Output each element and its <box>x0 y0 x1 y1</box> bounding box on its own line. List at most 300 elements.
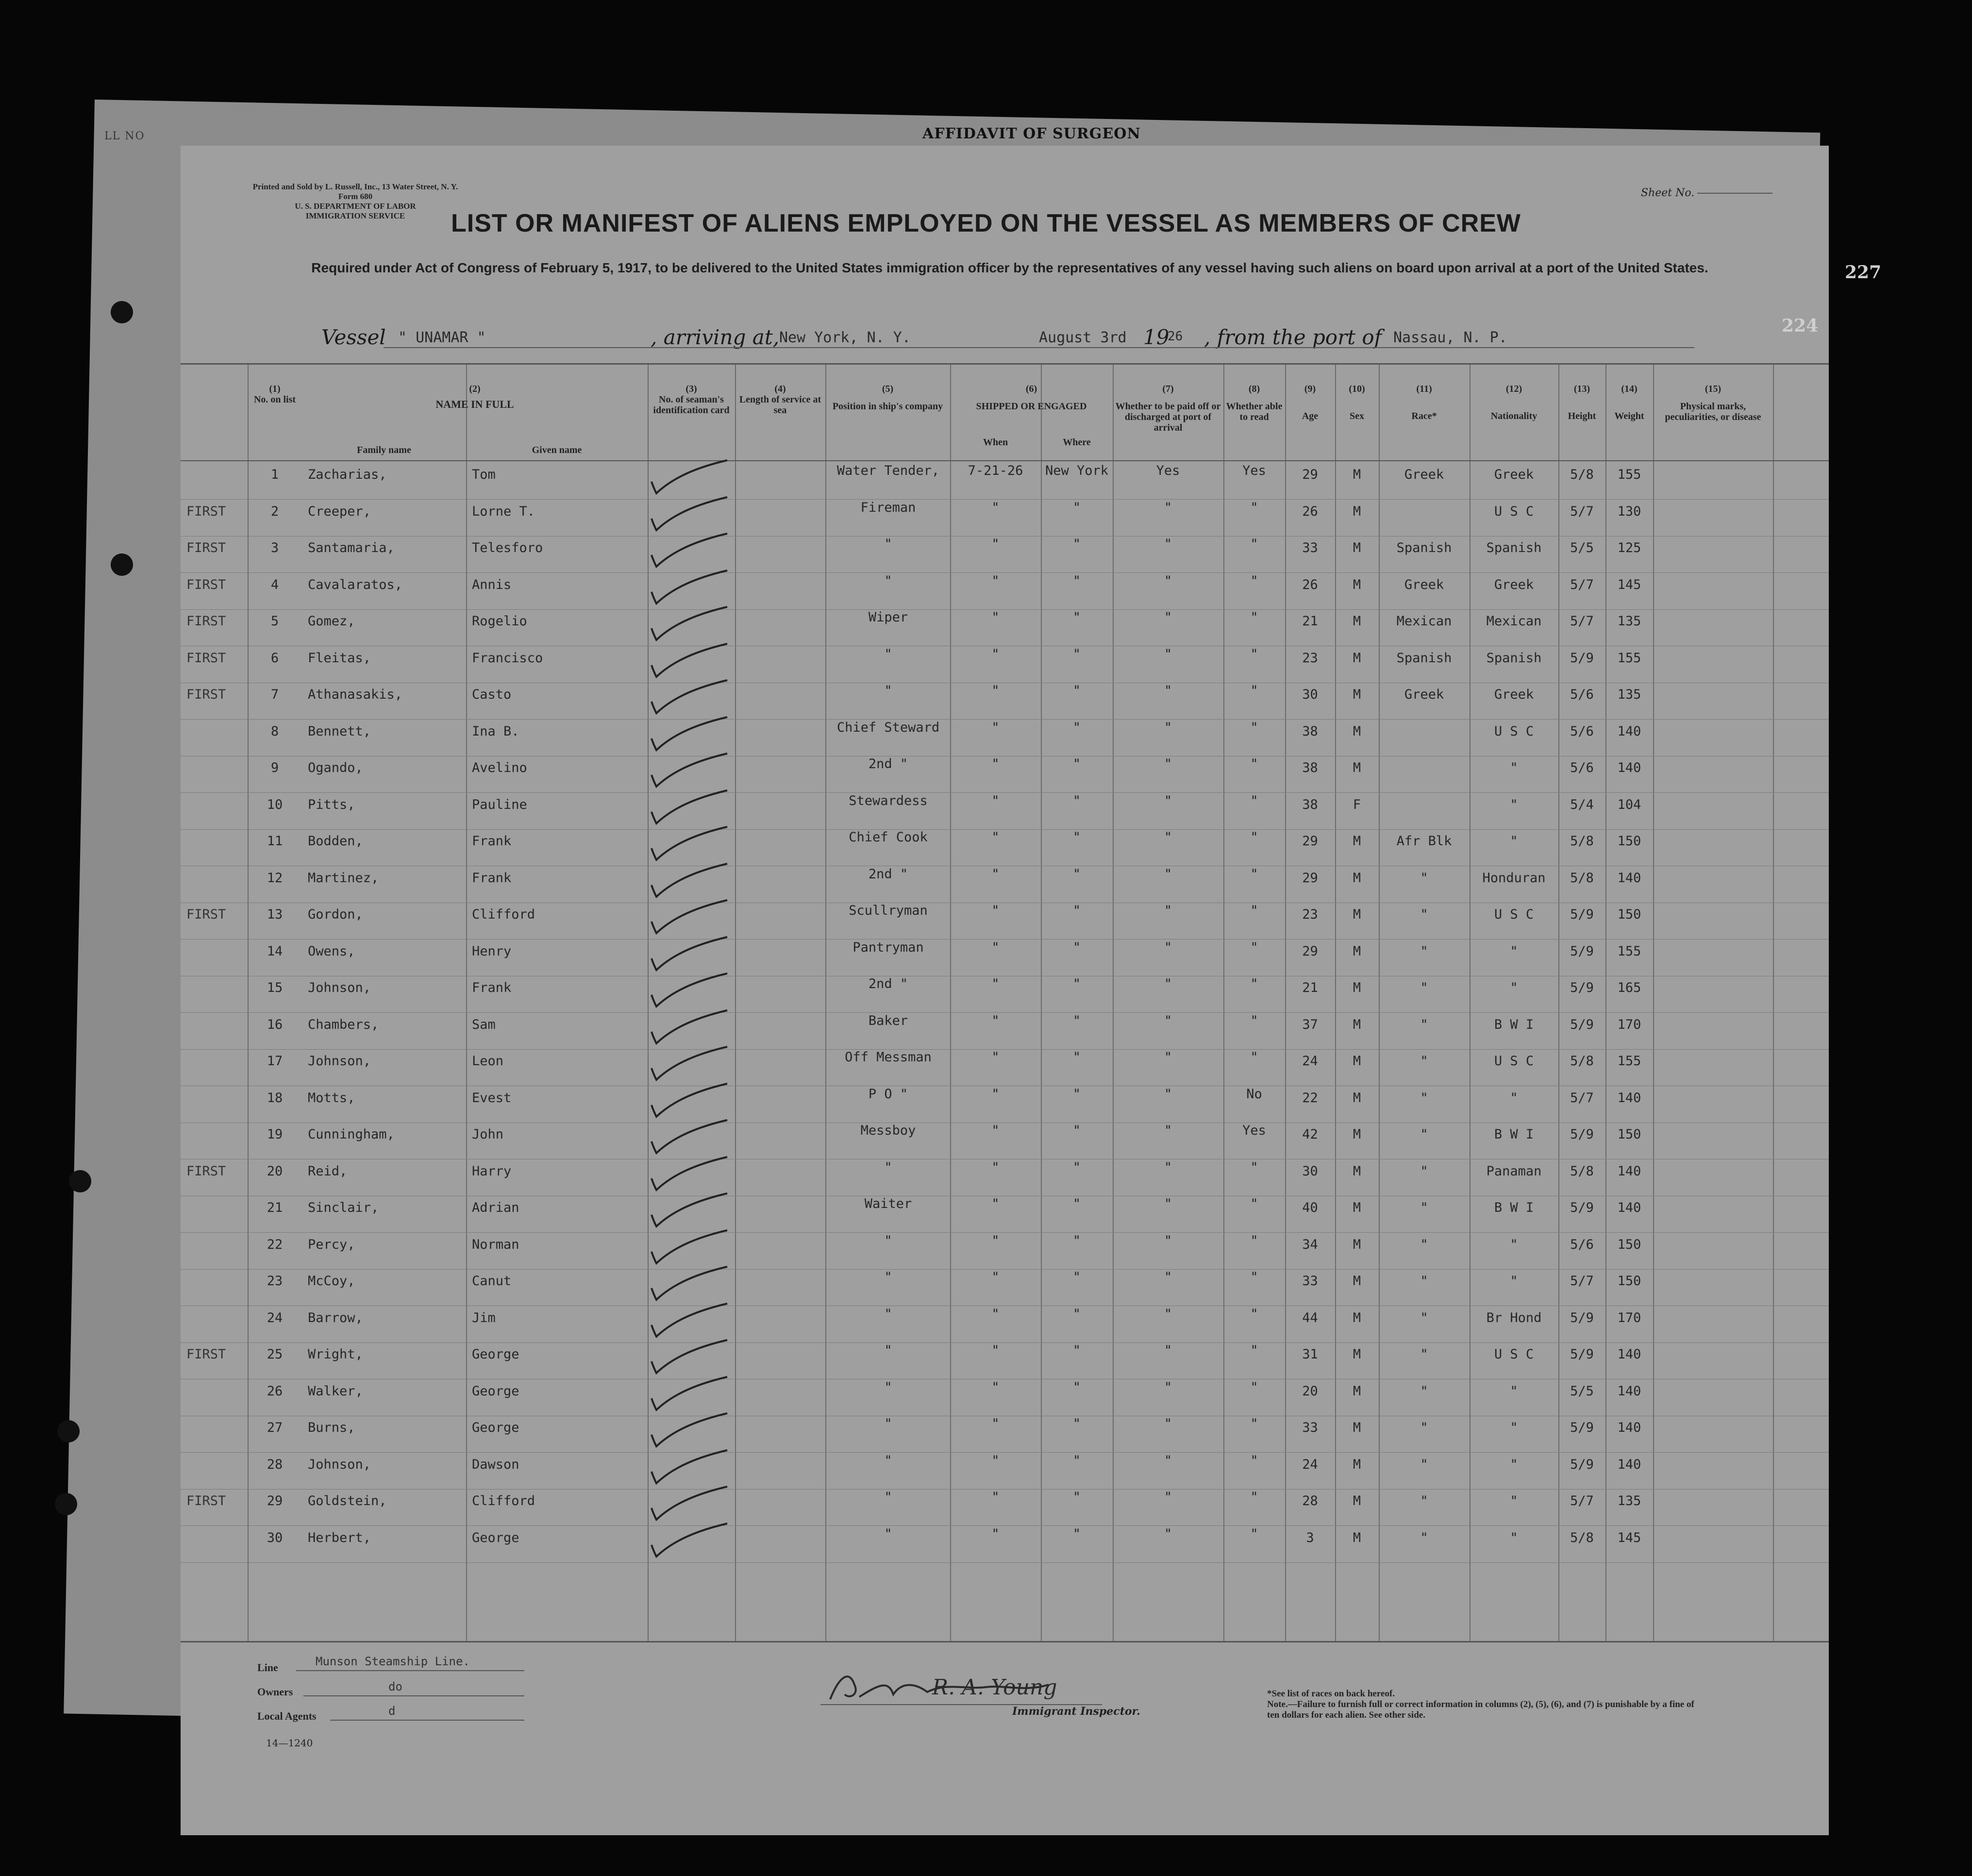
cell-nat: Spanish <box>1486 650 1542 666</box>
header-paid-off: (7) Whether to be paid off or discharged at port of arrival <box>1115 384 1221 433</box>
affidavit-heading: AFFIDAVIT OF SURGEON <box>922 125 1141 142</box>
cell-age: 30 <box>1302 1163 1318 1179</box>
cell-sex: M <box>1353 1127 1361 1142</box>
cell-height: 5/7 <box>1570 503 1594 519</box>
cell-read: " <box>1250 573 1258 588</box>
cell-sex: M <box>1353 834 1361 849</box>
sheet-number: Sheet No. <box>1641 187 1772 199</box>
first-trip-note: FIRST <box>186 614 226 629</box>
checkmark-icon <box>635 1264 752 1303</box>
cell-where: " <box>1072 1270 1081 1285</box>
cell-position: Messboy <box>860 1123 916 1138</box>
cell-when: " <box>991 866 1000 882</box>
cell-read: " <box>1250 1416 1258 1431</box>
column-divider <box>1041 363 1042 1641</box>
cell-given: Ina B. <box>472 723 519 739</box>
table-top-rule <box>181 363 1829 365</box>
cell-nat: " <box>1510 1273 1518 1289</box>
cell-nat: " <box>1510 1457 1518 1472</box>
cell-given: Telesforo <box>472 540 543 555</box>
cell-where: " <box>1072 1379 1081 1395</box>
header-race: (11) Race* <box>1411 384 1437 421</box>
cell-family: Goldstein, <box>308 1493 387 1508</box>
cell-where: " <box>1072 1159 1081 1175</box>
cell-paid: " <box>1164 1050 1172 1065</box>
arriving-port: New York, N. Y. <box>779 329 911 346</box>
checkmark-icon <box>635 1301 752 1340</box>
cell-when: " <box>991 1159 1000 1175</box>
cell-age: 3 <box>1306 1530 1314 1545</box>
cell-paid: " <box>1164 1379 1172 1395</box>
header-when: When <box>983 437 1008 448</box>
cell-weight: 135 <box>1617 687 1641 702</box>
cell-where: " <box>1072 1123 1081 1138</box>
cell-paid: " <box>1164 1306 1172 1322</box>
cell-height: 5/6 <box>1570 723 1594 739</box>
cell-no: 23 <box>267 1273 283 1289</box>
column-divider <box>466 363 467 1641</box>
cell-age: 29 <box>1302 943 1318 959</box>
cell-read: " <box>1250 720 1258 735</box>
cell-no: 4 <box>270 577 279 592</box>
first-trip-note: FIRST <box>186 1493 226 1508</box>
cell-given: George <box>472 1347 519 1362</box>
cell-race: " <box>1420 1090 1428 1106</box>
cell-read: " <box>1250 903 1258 918</box>
cell-race: " <box>1420 1530 1428 1545</box>
cell-position: P O " <box>868 1086 908 1102</box>
cell-no: 12 <box>267 870 283 886</box>
cell-when: " <box>991 1013 1000 1028</box>
header-weight: (14) Weight <box>1614 384 1644 421</box>
cell-sex: M <box>1353 1420 1361 1435</box>
checkmark-icon <box>635 1007 752 1046</box>
cell-when: " <box>991 500 1000 515</box>
cell-position: Waiter <box>864 1196 912 1211</box>
cell-paid: " <box>1164 976 1172 991</box>
cell-when: " <box>991 573 1000 588</box>
cell-when: " <box>991 939 1000 955</box>
inspector-label: Immigrant Inspector. <box>1012 1705 1140 1718</box>
cell-race: " <box>1420 1163 1428 1179</box>
cell-family: Sinclair, <box>308 1200 379 1215</box>
cell-sex: M <box>1353 1200 1361 1215</box>
cell-weight: 150 <box>1617 1237 1641 1252</box>
cell-race: " <box>1420 1310 1428 1325</box>
cell-given: Henry <box>472 943 512 959</box>
cell-height: 5/8 <box>1570 1530 1594 1545</box>
column-divider <box>1653 363 1654 1641</box>
cell-no: 6 <box>270 650 279 666</box>
cell-position: " <box>884 1416 892 1431</box>
cell-nat: " <box>1510 1237 1518 1252</box>
cell-age: 33 <box>1302 1420 1318 1435</box>
cell-position: " <box>884 1306 892 1322</box>
cell-age: 38 <box>1302 797 1318 812</box>
cell-paid: " <box>1164 1490 1172 1505</box>
cell-no: 7 <box>270 687 279 702</box>
cell-no: 27 <box>267 1420 283 1435</box>
cell-height: 5/9 <box>1570 1310 1594 1325</box>
cell-given: Clifford <box>472 1493 535 1508</box>
cell-where: " <box>1072 646 1081 662</box>
cell-weight: 150 <box>1617 834 1641 849</box>
cell-family: Owens, <box>308 943 355 959</box>
cell-weight: 140 <box>1617 1347 1641 1362</box>
cell-no: 17 <box>267 1054 283 1069</box>
cell-read: " <box>1250 1050 1258 1065</box>
from-port: Nassau, N. P. <box>1393 329 1507 346</box>
cell-sex: M <box>1353 503 1361 519</box>
cell-given: George <box>472 1530 519 1545</box>
cell-paid: Yes <box>1156 463 1180 478</box>
cell-when: " <box>991 1416 1000 1431</box>
header-age: (9) Age <box>1302 384 1319 421</box>
cell-where: " <box>1072 793 1081 808</box>
cell-height: 5/7 <box>1570 577 1594 592</box>
cell-read: " <box>1250 830 1258 845</box>
cell-nat: " <box>1510 1383 1518 1399</box>
cell-where: " <box>1072 536 1081 552</box>
header-position: (5) Position in ship's company <box>832 384 943 412</box>
cell-read: Yes <box>1242 1123 1266 1138</box>
arrival-date: August 3rd <box>1039 329 1127 346</box>
cell-race: " <box>1420 1200 1428 1215</box>
cell-when: " <box>991 720 1000 735</box>
cell-nat: " <box>1510 760 1518 775</box>
checkmark-icon <box>635 824 752 863</box>
cell-when: " <box>991 646 1000 662</box>
cell-height: 5/7 <box>1570 1493 1594 1508</box>
checkmark-icon <box>635 494 752 533</box>
cell-paid: " <box>1164 756 1172 771</box>
signature-text: R. A. Young <box>932 1675 1057 1700</box>
header-height: (13) Height <box>1568 384 1596 421</box>
cell-read: " <box>1250 500 1258 515</box>
cell-family: Fleitas, <box>308 650 371 666</box>
cell-when: " <box>991 1526 1000 1541</box>
cell-weight: 140 <box>1617 723 1641 739</box>
cell-sex: M <box>1353 1163 1361 1179</box>
cell-when: " <box>991 1270 1000 1285</box>
checkmark-icon <box>635 641 752 680</box>
cell-given: Avelino <box>472 760 527 775</box>
cell-paid: " <box>1164 903 1172 918</box>
cell-age: 31 <box>1302 1347 1318 1362</box>
cell-nat: Br Hond <box>1486 1310 1542 1325</box>
cell-given: Harry <box>472 1163 512 1179</box>
cell-when: " <box>991 1086 1000 1102</box>
cell-position: " <box>884 1159 892 1175</box>
cell-sex: M <box>1353 614 1361 629</box>
cell-read: " <box>1250 1013 1258 1028</box>
cell-height: 5/8 <box>1570 467 1594 482</box>
cell-family: Walker, <box>308 1383 363 1399</box>
header-service-length: (4) Length of service at sea <box>739 384 821 416</box>
cell-paid: " <box>1164 573 1172 588</box>
cell-when: " <box>991 756 1000 771</box>
cell-nat: B W I <box>1494 1200 1534 1215</box>
cell-no: 28 <box>267 1457 283 1472</box>
cell-position: 2nd " <box>868 756 908 771</box>
cell-height: 5/6 <box>1570 1237 1594 1252</box>
cell-no: 29 <box>267 1493 283 1508</box>
cell-read: " <box>1250 683 1258 698</box>
cell-family: Santamaria, <box>308 540 395 555</box>
cell-position: 2nd " <box>868 866 908 882</box>
cell-when: " <box>991 1490 1000 1505</box>
cell-weight: 140 <box>1617 1163 1641 1179</box>
cell-weight: 170 <box>1617 1017 1641 1032</box>
cell-where: " <box>1072 1453 1081 1468</box>
checkmark-icon <box>635 531 752 570</box>
checkmark-icon <box>635 861 752 900</box>
cell-read: " <box>1250 1453 1258 1468</box>
cell-given: Rogelio <box>472 614 527 629</box>
cell-height: 5/9 <box>1570 1127 1594 1142</box>
cell-race: Greek <box>1404 687 1444 702</box>
header-bottom-rule <box>181 460 1829 461</box>
cell-when: " <box>991 1123 1000 1138</box>
vessel-underline <box>384 347 1694 348</box>
cell-when: " <box>991 903 1000 918</box>
cell-position: Baker <box>868 1013 908 1028</box>
cell-given: Leon <box>472 1054 504 1069</box>
cell-read: " <box>1250 756 1258 771</box>
cell-weight: 155 <box>1617 467 1641 482</box>
cell-height: 5/9 <box>1570 1457 1594 1472</box>
cell-read: " <box>1250 610 1258 625</box>
header-physical-marks: (15) Physical marks, peculiarities, or disease <box>1665 384 1761 422</box>
cell-race: " <box>1420 1493 1428 1508</box>
cell-no: 13 <box>267 907 283 922</box>
cell-no: 16 <box>267 1017 283 1032</box>
page-title: LIST OR MANIFEST OF ALIENS EMPLOYED ON THE VESSEL AS MEMBERS OF CREW <box>451 209 1521 237</box>
inspector-signature <box>820 1665 1112 1709</box>
cell-sex: M <box>1353 943 1361 959</box>
checkmark-icon <box>635 787 752 826</box>
header-read: (8) Whether able to read <box>1226 384 1283 422</box>
cell-age: 28 <box>1302 1493 1318 1508</box>
header-where: Where <box>1063 437 1091 448</box>
cell-position: " <box>884 1379 892 1395</box>
cell-family: Cunningham, <box>308 1127 395 1142</box>
cell-paid: " <box>1164 1159 1172 1175</box>
punch-hole-icon <box>57 1420 80 1442</box>
cell-sex: M <box>1353 1054 1361 1069</box>
cell-age: 29 <box>1302 834 1318 849</box>
cell-nat: Mexican <box>1486 614 1542 629</box>
cell-paid: " <box>1164 793 1172 808</box>
cell-where: " <box>1072 939 1081 955</box>
cell-race: Greek <box>1404 577 1444 592</box>
cell-no: 15 <box>267 980 283 995</box>
cell-race: " <box>1420 1127 1428 1142</box>
cell-given: Dawson <box>472 1457 519 1472</box>
checkmark-icon <box>635 1447 752 1486</box>
cell-race: " <box>1420 1273 1428 1289</box>
cell-given: Frank <box>472 980 512 995</box>
cell-age: 23 <box>1302 650 1318 666</box>
cell-weight: 104 <box>1617 797 1641 812</box>
cell-family: Reid, <box>308 1163 348 1179</box>
cell-sex: M <box>1353 870 1361 886</box>
footnote: *See list of races on back hereof. Note.—Failure to furnish full or correct information in columns (2), (5), (6), and (7) is punishable by a fine of ten dollars for each alien. See other side. <box>1267 1689 1694 1720</box>
checkmark-icon <box>635 751 752 789</box>
cell-where: " <box>1072 1490 1081 1505</box>
cell-position: Wiper <box>868 610 908 625</box>
cell-paid: " <box>1164 1343 1172 1358</box>
cell-family: Bennett, <box>308 723 371 739</box>
cell-where: " <box>1072 976 1081 991</box>
cell-weight: 140 <box>1617 1200 1641 1215</box>
cell-height: 5/5 <box>1570 540 1594 555</box>
cell-weight: 135 <box>1617 614 1641 629</box>
checkmark-icon <box>635 1374 752 1413</box>
cell-when: " <box>991 683 1000 698</box>
cell-age: 26 <box>1302 503 1318 519</box>
cell-family: Cavalaratos, <box>308 577 403 592</box>
cell-age: 21 <box>1302 980 1318 995</box>
cell-position: " <box>884 573 892 588</box>
cell-family: Johnson, <box>308 1457 371 1472</box>
cell-paid: " <box>1164 720 1172 735</box>
punch-hole-icon <box>69 1170 91 1192</box>
cell-when: 7-21-26 <box>968 463 1023 478</box>
cell-no: 20 <box>267 1163 283 1179</box>
cell-age: 24 <box>1302 1457 1318 1472</box>
cell-paid: " <box>1164 939 1172 955</box>
cell-family: Wright, <box>308 1347 363 1362</box>
checkmark-icon <box>635 1117 752 1156</box>
cell-position: " <box>884 683 892 698</box>
cell-age: 21 <box>1302 614 1318 629</box>
cell-where: " <box>1072 1526 1081 1541</box>
from-label: , from the port of <box>1204 325 1382 349</box>
cell-height: 5/5 <box>1570 1383 1594 1399</box>
cell-nat: Panaman <box>1486 1163 1542 1179</box>
cell-read: " <box>1250 939 1258 955</box>
printer-credit: Printed and Sold by L. Russell, Inc., 13 Water Street, N. Y. Form 680 U. S. DEPARTMENT OF LABOR IMMIGRATION SERVICE <box>252 182 458 220</box>
checkmark-icon <box>635 457 752 496</box>
cell-race: Mexican <box>1396 614 1452 629</box>
header-shipped: (6) SHIPPED OR ENGAGED <box>976 384 1087 412</box>
cell-no: 18 <box>267 1090 283 1106</box>
header-name: (2) NAME IN FULL <box>435 384 514 410</box>
cell-paid: " <box>1164 646 1172 662</box>
cell-given: Francisco <box>472 650 543 666</box>
first-trip-note: FIRST <box>186 1163 226 1179</box>
cell-height: 5/9 <box>1570 907 1594 922</box>
cell-position: Stewardess <box>849 793 928 808</box>
cell-no: 3 <box>270 540 279 555</box>
line-value: Munson Steamship Line. <box>316 1655 470 1668</box>
cell-sex: M <box>1353 1310 1361 1325</box>
first-trip-note: FIRST <box>186 687 226 702</box>
cell-height: 5/9 <box>1570 1420 1594 1435</box>
cell-age: 33 <box>1302 540 1318 555</box>
cell-position: " <box>884 646 892 662</box>
cell-read: " <box>1250 646 1258 662</box>
cell-weight: 155 <box>1617 650 1641 666</box>
cell-read: " <box>1250 1233 1258 1248</box>
cell-weight: 150 <box>1617 907 1641 922</box>
cell-height: 5/7 <box>1570 614 1594 629</box>
cell-age: 42 <box>1302 1127 1318 1142</box>
cell-sex: F <box>1353 797 1361 812</box>
cell-weight: 145 <box>1617 577 1641 592</box>
cell-paid: " <box>1164 1416 1172 1431</box>
cell-position: Chief Steward <box>836 720 940 735</box>
cell-weight: 145 <box>1617 1530 1641 1545</box>
cell-position: " <box>884 1343 892 1358</box>
cell-age: 22 <box>1302 1090 1318 1106</box>
cell-race: " <box>1420 1383 1428 1399</box>
cell-where: " <box>1072 720 1081 735</box>
owners-label: Owners <box>257 1686 293 1698</box>
cell-race: " <box>1420 1017 1428 1032</box>
cell-no: 19 <box>267 1127 283 1142</box>
cell-where: " <box>1072 683 1081 698</box>
cell-when: " <box>991 1379 1000 1395</box>
cell-read: " <box>1250 1196 1258 1211</box>
cell-where: " <box>1072 500 1081 515</box>
cell-weight: 140 <box>1617 1457 1641 1472</box>
cell-given: Clifford <box>472 907 535 922</box>
cell-height: 5/9 <box>1570 980 1594 995</box>
row-rule <box>181 1562 1829 1563</box>
cell-sex: M <box>1353 577 1361 592</box>
cell-position: Off Messman <box>845 1050 932 1065</box>
page-subtitle: Required under Act of Congress of February 5, 1917, to be delivered to the United States immigration officer by the representatives of any vessel having such aliens on board upon arrival at a port of the United States. <box>311 260 1708 275</box>
cell-age: 37 <box>1302 1017 1318 1032</box>
cell-race: " <box>1420 943 1428 959</box>
cell-sex: M <box>1353 1530 1361 1545</box>
checkmark-icon <box>635 897 752 936</box>
cell-weight: 140 <box>1617 1383 1641 1399</box>
cell-age: 33 <box>1302 1273 1318 1289</box>
header-id-card: (3) No. of seaman's identification card <box>653 384 730 416</box>
cell-read: Yes <box>1242 463 1266 478</box>
column-divider <box>1223 363 1224 1641</box>
checkmark-icon <box>635 714 752 753</box>
cell-given: George <box>472 1383 519 1399</box>
cell-sex: M <box>1353 1383 1361 1399</box>
cell-position: Fireman <box>860 500 916 515</box>
cell-when: " <box>991 610 1000 625</box>
column-divider <box>825 363 826 1641</box>
cell-paid: " <box>1164 1270 1172 1285</box>
owners-value: do <box>388 1680 402 1693</box>
cell-read: " <box>1250 1270 1258 1285</box>
cell-where: " <box>1072 610 1081 625</box>
cell-paid: " <box>1164 1453 1172 1468</box>
cell-paid: " <box>1164 1233 1172 1248</box>
checkmark-icon <box>635 1044 752 1083</box>
checkmark-icon <box>635 604 752 643</box>
cell-height: 5/8 <box>1570 1163 1594 1179</box>
cell-paid: " <box>1164 500 1172 515</box>
checkmark-icon <box>635 1081 752 1120</box>
margin-number: 224 <box>1782 316 1819 336</box>
cell-no: 8 <box>270 723 279 739</box>
cell-no: 11 <box>267 834 283 849</box>
line-label: Line <box>257 1661 278 1674</box>
cell-nat: " <box>1510 1493 1518 1508</box>
cell-no: 1 <box>270 467 279 482</box>
cell-read: " <box>1250 1306 1258 1322</box>
cell-race: " <box>1420 980 1428 995</box>
